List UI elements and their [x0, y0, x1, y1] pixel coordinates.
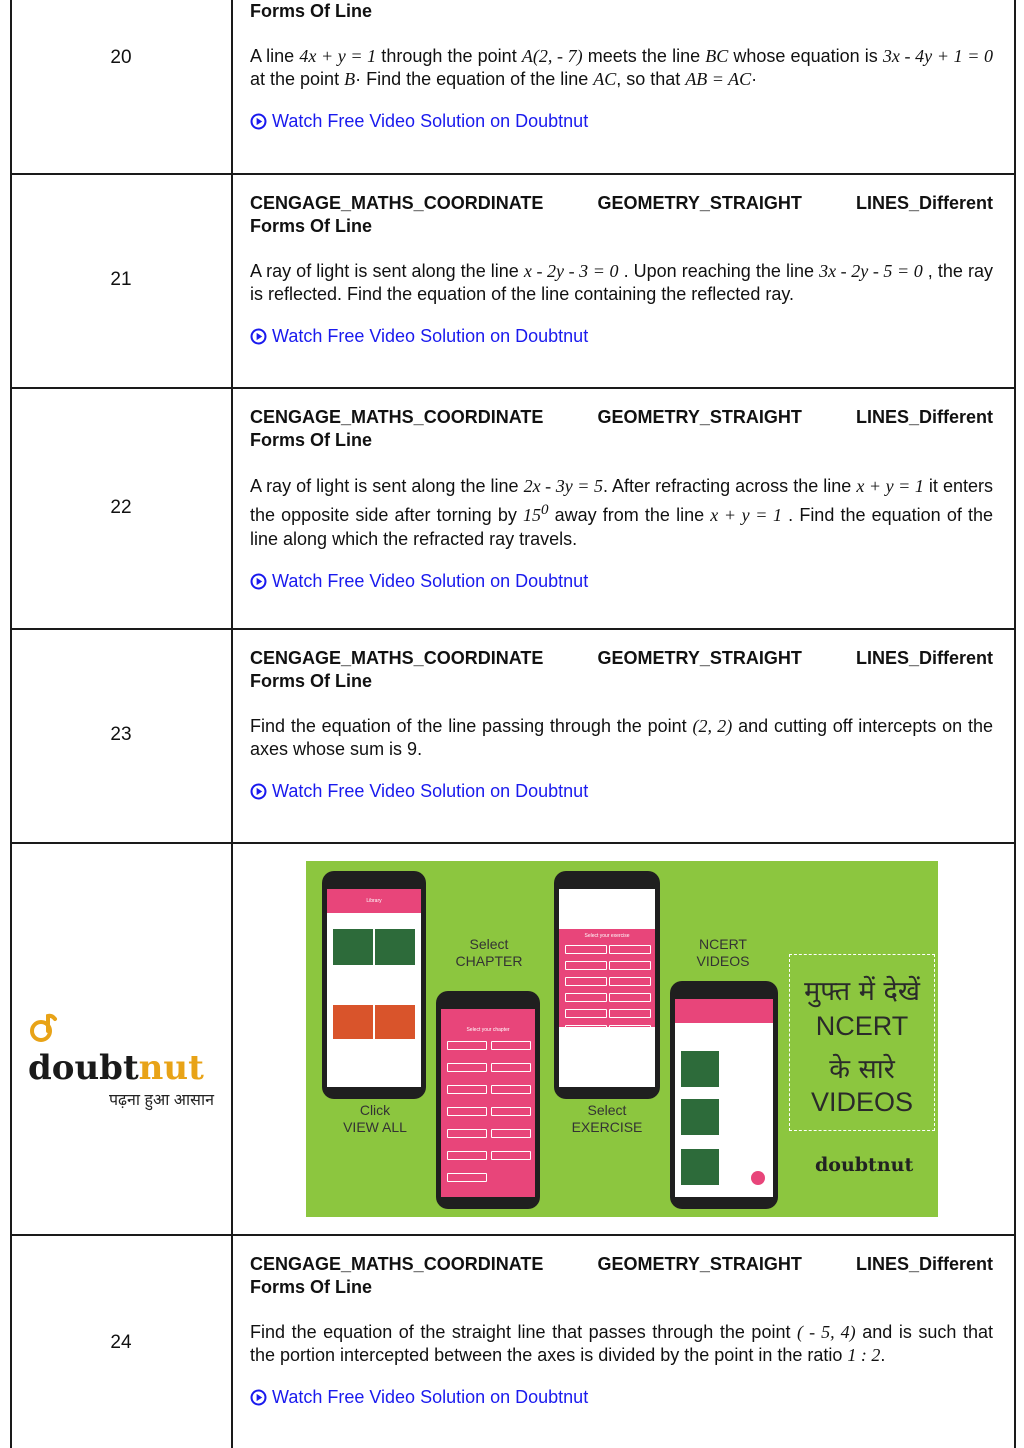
row-divider [10, 628, 1016, 630]
promo-hindi-line-3: के सारे [829, 1054, 895, 1085]
phone-exercises [554, 871, 660, 1099]
question-text: A ray of light is sent along the line 2x - 3y = 5. After refracting across the line x + y = 1 it enters the opposite side after torning by $15^0$ away from the line x + y = 1 . Find the equation of the line along which the refracted ray travels. [250, 476, 993, 549]
phone-library-title: Library [366, 898, 382, 904]
banner-brand: doubtnut [815, 1154, 914, 1176]
watch-video-link[interactable] [250, 325, 993, 348]
phone-chapter-title: Select your chapter [466, 1027, 510, 1033]
question-number: 21 [110, 269, 132, 290]
question-block [250, 1253, 993, 1409]
question-number: 24 [110, 1332, 132, 1353]
row-divider [10, 387, 1016, 389]
play-circle-icon [250, 783, 267, 800]
chapter-heading: CENGAGE_MATHS_COORDINATE GEOMETRY_STRAIGHT LINES_Different [250, 1254, 993, 1274]
chapter-heading-tail: Forms Of Line [250, 216, 373, 236]
phone-library [322, 871, 426, 1099]
watch-video-link[interactable] [250, 780, 993, 803]
question-text: Find the equation of the straight line that passes through the point ( - 5, 4) and is such that the portion intercepted between the axes is divided by the point in the ratio 1 : 2. [250, 1322, 993, 1365]
logo-tagline: पढ़ना हुआ आसान [108, 1092, 214, 1109]
app-promo-banner[interactable] [306, 861, 938, 1217]
table-column-divider [231, 0, 233, 1448]
watch-video-link-label[interactable]: Watch Free Video Solution on Doubtnut [272, 571, 589, 591]
doubtnut-mark-icon [28, 1013, 58, 1043]
phone-ncert-videos [670, 981, 778, 1209]
doubtnut-logo [28, 1008, 218, 1110]
question-block [250, 192, 993, 348]
logo-text-gold: nut [138, 1048, 204, 1088]
promo-line-videos: VIDEOS [810, 1087, 914, 1117]
question-number: 23 [110, 724, 132, 745]
row-divider [10, 173, 1016, 175]
question-number: 22 [110, 497, 132, 518]
watch-video-link-label[interactable]: Watch Free Video Solution on Doubtnut [272, 326, 589, 346]
question-block [250, 0, 993, 133]
phone-chapters [436, 991, 540, 1209]
question-text: A ray of light is sent along the line x - 2y - 3 = 0 . Upon reaching the line 3x - 2y - 5 = 0 , the ray is reflected. Find the equation of the line containing the reflected ray. [250, 261, 993, 304]
watch-video-link[interactable] [250, 1386, 993, 1409]
question-text: A line 4x + y = 1 through the point A(2, - 7) meets the line BC whose equation is 3x - 4y + 1 = 0 at the point B· Find the equation of the line AC, so that AB = AC· [250, 46, 994, 89]
click-view-all-caption: Click VIEW ALL [343, 1102, 407, 1135]
play-circle-icon [250, 113, 267, 130]
logo-wordmark [28, 1008, 218, 1088]
chapter-heading: Forms Of Line [250, 1, 373, 21]
question-block [250, 647, 993, 803]
question-number: 20 [110, 47, 132, 68]
play-circle-icon [250, 1389, 267, 1406]
watch-video-link-label[interactable]: Watch Free Video Solution on Doubtnut [272, 781, 589, 801]
promo-line-ncert: NCERT [815, 1011, 909, 1041]
watch-video-link-label[interactable]: Watch Free Video Solution on Doubtnut [272, 111, 589, 131]
table-border-right [1014, 0, 1016, 1448]
play-circle-icon [250, 328, 267, 345]
row-divider [10, 1234, 1016, 1236]
phone-exercise-title: Select your exercise [584, 933, 630, 939]
promo-hindi-line-1: मुफ्त में देखें [804, 976, 920, 1007]
watch-video-link-label[interactable]: Watch Free Video Solution on Doubtnut [272, 1387, 589, 1407]
chapter-heading-tail: Forms Of Line [250, 1277, 373, 1297]
logo-text-dark: doubt [28, 1048, 139, 1088]
play-circle-icon [250, 573, 267, 590]
watch-video-link[interactable] [250, 570, 993, 593]
chapter-heading: CENGAGE_MATHS_COORDINATE GEOMETRY_STRAIGHT LINES_Different [250, 648, 993, 668]
chapter-heading-tail: Forms Of Line [250, 671, 373, 691]
ncert-videos-caption: NCERT VIDEOS [696, 936, 750, 969]
watch-video-link[interactable] [250, 110, 993, 133]
question-block [250, 406, 993, 593]
question-text: Find the equation of the line passing through the point (2, 2) and cutting off intercepts on the axes whose sum is 9. [250, 716, 994, 759]
select-chapter-caption: Select CHAPTER [455, 936, 523, 969]
phone-screen [327, 889, 421, 1087]
select-exercise-caption: Select EXERCISE [571, 1102, 643, 1135]
row-divider [10, 842, 1016, 844]
chapter-heading-tail: Forms Of Line [250, 430, 373, 450]
chapter-heading: CENGAGE_MATHS_COORDINATE GEOMETRY_STRAIGHT LINES_Different [250, 193, 993, 213]
chapter-heading: CENGAGE_MATHS_COORDINATE GEOMETRY_STRAIGHT LINES_Different [250, 407, 993, 427]
ncert-promo-box [789, 954, 935, 1131]
